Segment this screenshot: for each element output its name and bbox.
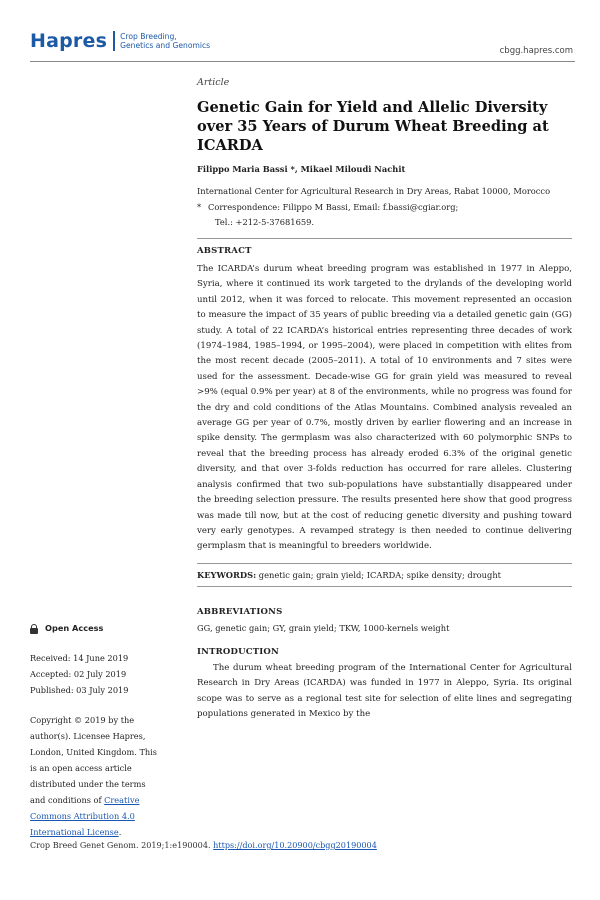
main-column: [197, 77, 572, 722]
license-text: Copyright © 2019 by the author(s). Licensee Hapres, London, United Kingdom. This is an open access article distributed under the terms and conditions of: [30, 715, 158, 805]
journal-url[interactable]: cbgg.hapres.com: [499, 46, 573, 56]
affiliation: International Center for Agricultural Research in Dry Areas, Rabat 10000, Morocco: [197, 186, 551, 196]
logo-wordmark: Hapres: [30, 30, 108, 52]
open-access-label: Open Access: [45, 623, 104, 633]
license-notice: [30, 712, 158, 840]
page-footer: [30, 840, 377, 850]
logo-journal-name: [120, 32, 210, 50]
correspondence: [197, 200, 572, 229]
abstract-heading: ABSTRACT: [197, 246, 252, 256]
page-header: [30, 30, 575, 60]
correspondence-marker: *: [197, 202, 202, 212]
accepted-date: Accepted: 02 July 2019: [30, 669, 127, 679]
license-link[interactable]: Creative Commons Attribution 4.0 International License: [30, 795, 140, 837]
abbreviations-heading: ABBREVIATIONS: [197, 606, 283, 617]
keywords: [197, 570, 572, 580]
introduction-body: The durum wheat breeding program of the International Center for Agricultural Research in Dry Areas (ICARDA) was funded in 1977 in Aleppo, Syria. Its original scope was to serve as a regional test site for selection of elite lines and segregating populations generated in Mexico by the: [197, 662, 572, 719]
correspondence-email: Correspondence: Filippo M Bassi, Email: f.bassi@cgiar.org;: [208, 202, 459, 212]
license-end: .: [118, 827, 122, 837]
section-divider: [197, 563, 572, 564]
logo-journal-line-2: Genetics and Genomics: [120, 41, 211, 50]
article-title: Genetic Gain for Yield and Allelic Diversity over 35 Years of Durum Wheat Breeding at ICARDA: [197, 99, 549, 154]
keywords-label: KEYWORDS:: [197, 569, 257, 580]
open-lock-icon: [30, 624, 38, 633]
footer-citation: Crop Breed Genet Genom. 2019;1:e190004.: [30, 840, 214, 850]
doi-link[interactable]: https://doi.org/10.20900/cbgg20190004: [213, 840, 377, 850]
logo-journal-line-1: Crop Breeding,: [120, 32, 177, 41]
published-date: Published: 03 July 2019: [30, 685, 129, 695]
article-type: Article: [197, 77, 230, 88]
section-divider: [197, 238, 572, 239]
logo-divider: [113, 31, 115, 51]
hapres-logo[interactable]: [30, 30, 210, 52]
open-access-badge: [30, 620, 158, 636]
keywords-list: genetic gain; grain yield; ICARDA; spike density; drought: [256, 569, 502, 580]
correspondence-tel: Tel.: +212-5-37681659.: [215, 216, 315, 227]
header-rule: [30, 61, 575, 62]
publication-dates: [30, 650, 158, 698]
author-list: Filippo Maria Bassi *, Mikael Miloudi Nachit: [197, 164, 406, 174]
introduction-heading: INTRODUCTION: [197, 646, 279, 657]
section-divider: [197, 586, 572, 587]
abbreviations-body: GG, genetic gain; GY, grain yield; TKW, 1000-kernels weight: [197, 622, 450, 633]
abstract-body: The ICARDA’s durum wheat breeding program was established in 1977 in Aleppo, Syria, where it continued its work targeted to the drylands of the developing world until 2012, when it was forced to relocate. This movement represented an occasion to measure the impact of 35 years of public breeding via a detailed genetic gain (GG) study. A total of 22 ICARDA’s historical entries representing three decades of work (1974–1984, 1985–1994, or 1995–2004), were placed in competition with elites from the most recent decade (2005–2011). A total of 10 environments and 7 sites were used for the assessment. Decade-wise GG for grain yield was measured to reveal >9% (equal 0.9% per year) at 8 of the environments, while no progress was found for the dry and cold conditions of the Atlas Mountains. Combined analysis revealed an average GG per year of 0.7%, mostly driven by earlier flowering and an increase in spike density. The germplasm was also characterized with 60 polymorphic SNPs to reveal that the breeding process has already eroded 6.3% of the original genetic diversity, and that over 3-folds reduction has occurred for rare alleles. Clustering analysis confirmed that two sub-populations have substantially disappeared under the breeding selection pressure. The results presented here show that good progress was made till now, but at the cost of reducing genetic diversity and pushing toward very early genotypes. A revamped strategy is then needed to continue delivering germplasm that is meaningful to breeders worldwide.: [197, 264, 572, 552]
received-date: Received: 14 June 2019: [30, 653, 129, 663]
